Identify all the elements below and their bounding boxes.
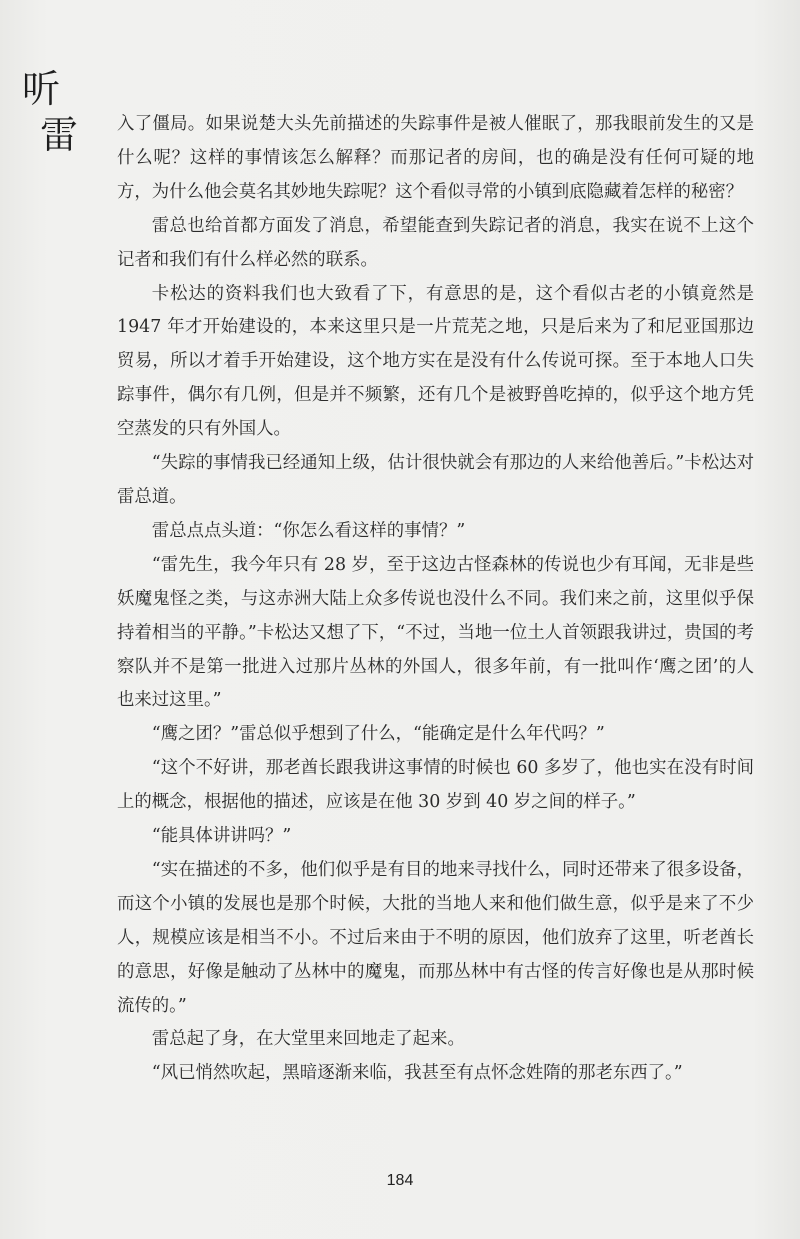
paragraph: 雷总起了身，在大堂里来回地走了起来。 xyxy=(151,1029,465,1050)
paragraph: 卡松达的资料我们也大致看了下，有意思的是，这个看似古老的小镇竟然是 1947 年才开始建设的，本来这里只是一片荒芜之地，只是后来为了和尼亚国那边贸易，所以才着手开始建设，这个地方实在是没有什么传说可探。至于本地人口失踪事件，偶尔有几例，但是并不频繁，还有几个是被野兽吃掉的，似乎这个地方凭空蒸发的只有外国人。 xyxy=(117,283,754,440)
paragraph: “这个不好讲，那老酋长跟我讲这事情的时候也 60 多岁了，他也实在没有时间上的概念，根据他的描述，应该是在他 30 岁到 40 岁之间的样子。” xyxy=(117,758,754,813)
paragraph: “能具体讲讲吗？” xyxy=(151,826,292,847)
paragraph: 入了僵局。如果说楚大头先前描述的失踪事件是被人催眠了，那我眼前发生的又是什么呢？这样的事情该怎么解释？而那记者的房间，也的确是没有任何可疑的地方，为什么他会莫名其妙地失踪呢？这个看似寻常的小镇到底隐藏着怎样的秘密？ xyxy=(117,114,754,202)
paragraph: “雷先生，我今年只有 28 岁，至于这边古怪森林的传说也少有耳闻，无非是些妖魔鬼怪之类，与这赤洲大陆上众多传说也没什么不同。我们来之前，这里似乎保持着相当的平静。”卡松达又想了下，“不过，当地一位土人首领跟我讲过，贵国的考察队并不是第一批进入过那片丛林的外国人，很多年前，有一批叫作‘鹰之团’的人也来过这里。” xyxy=(117,554,754,711)
paragraph: “实在描述的不多，他们似乎是有目的地来寻找什么，同时还带来了很多设备，而这个小镇的发展也是那个时候，大批的当地人来和他们做生意，似乎是来了不少人，规模应该是相当不小。不过后来由于不明的原因，他们放弃了这里，听老酋长的意思，好像是触动了丛林中的魔鬼，而那丛林中有古怪的传言好像也是从那时候流传的。” xyxy=(117,859,754,1016)
paragraph: 雷总也给首都方面发了消息，希望能查到失踪记者的消息，我实在说不上这个记者和我们有什么样必然的联系。 xyxy=(117,215,754,270)
body-text xyxy=(117,108,754,1091)
paragraph: “鹰之团？”雷总似乎想到了什么，“能确定是什么年代吗？” xyxy=(151,724,605,745)
paragraph: “失踪的事情我已经通知上级，估计很快就会有那边的人来给他善后。”卡松达对雷总道。 xyxy=(117,453,754,507)
running-title xyxy=(22,66,82,158)
running-title-char-1: 听 xyxy=(22,67,61,111)
page-number: 184 xyxy=(386,1172,414,1189)
running-title-char-2: 雷 xyxy=(40,113,79,157)
paragraph: “风已悄然吹起，黑暗逐渐来临，我甚至有点怀念姓隋的那老东西了。” xyxy=(151,1063,683,1084)
paragraph: 雷总点点头道：“你怎么看这样的事情？” xyxy=(151,520,466,541)
